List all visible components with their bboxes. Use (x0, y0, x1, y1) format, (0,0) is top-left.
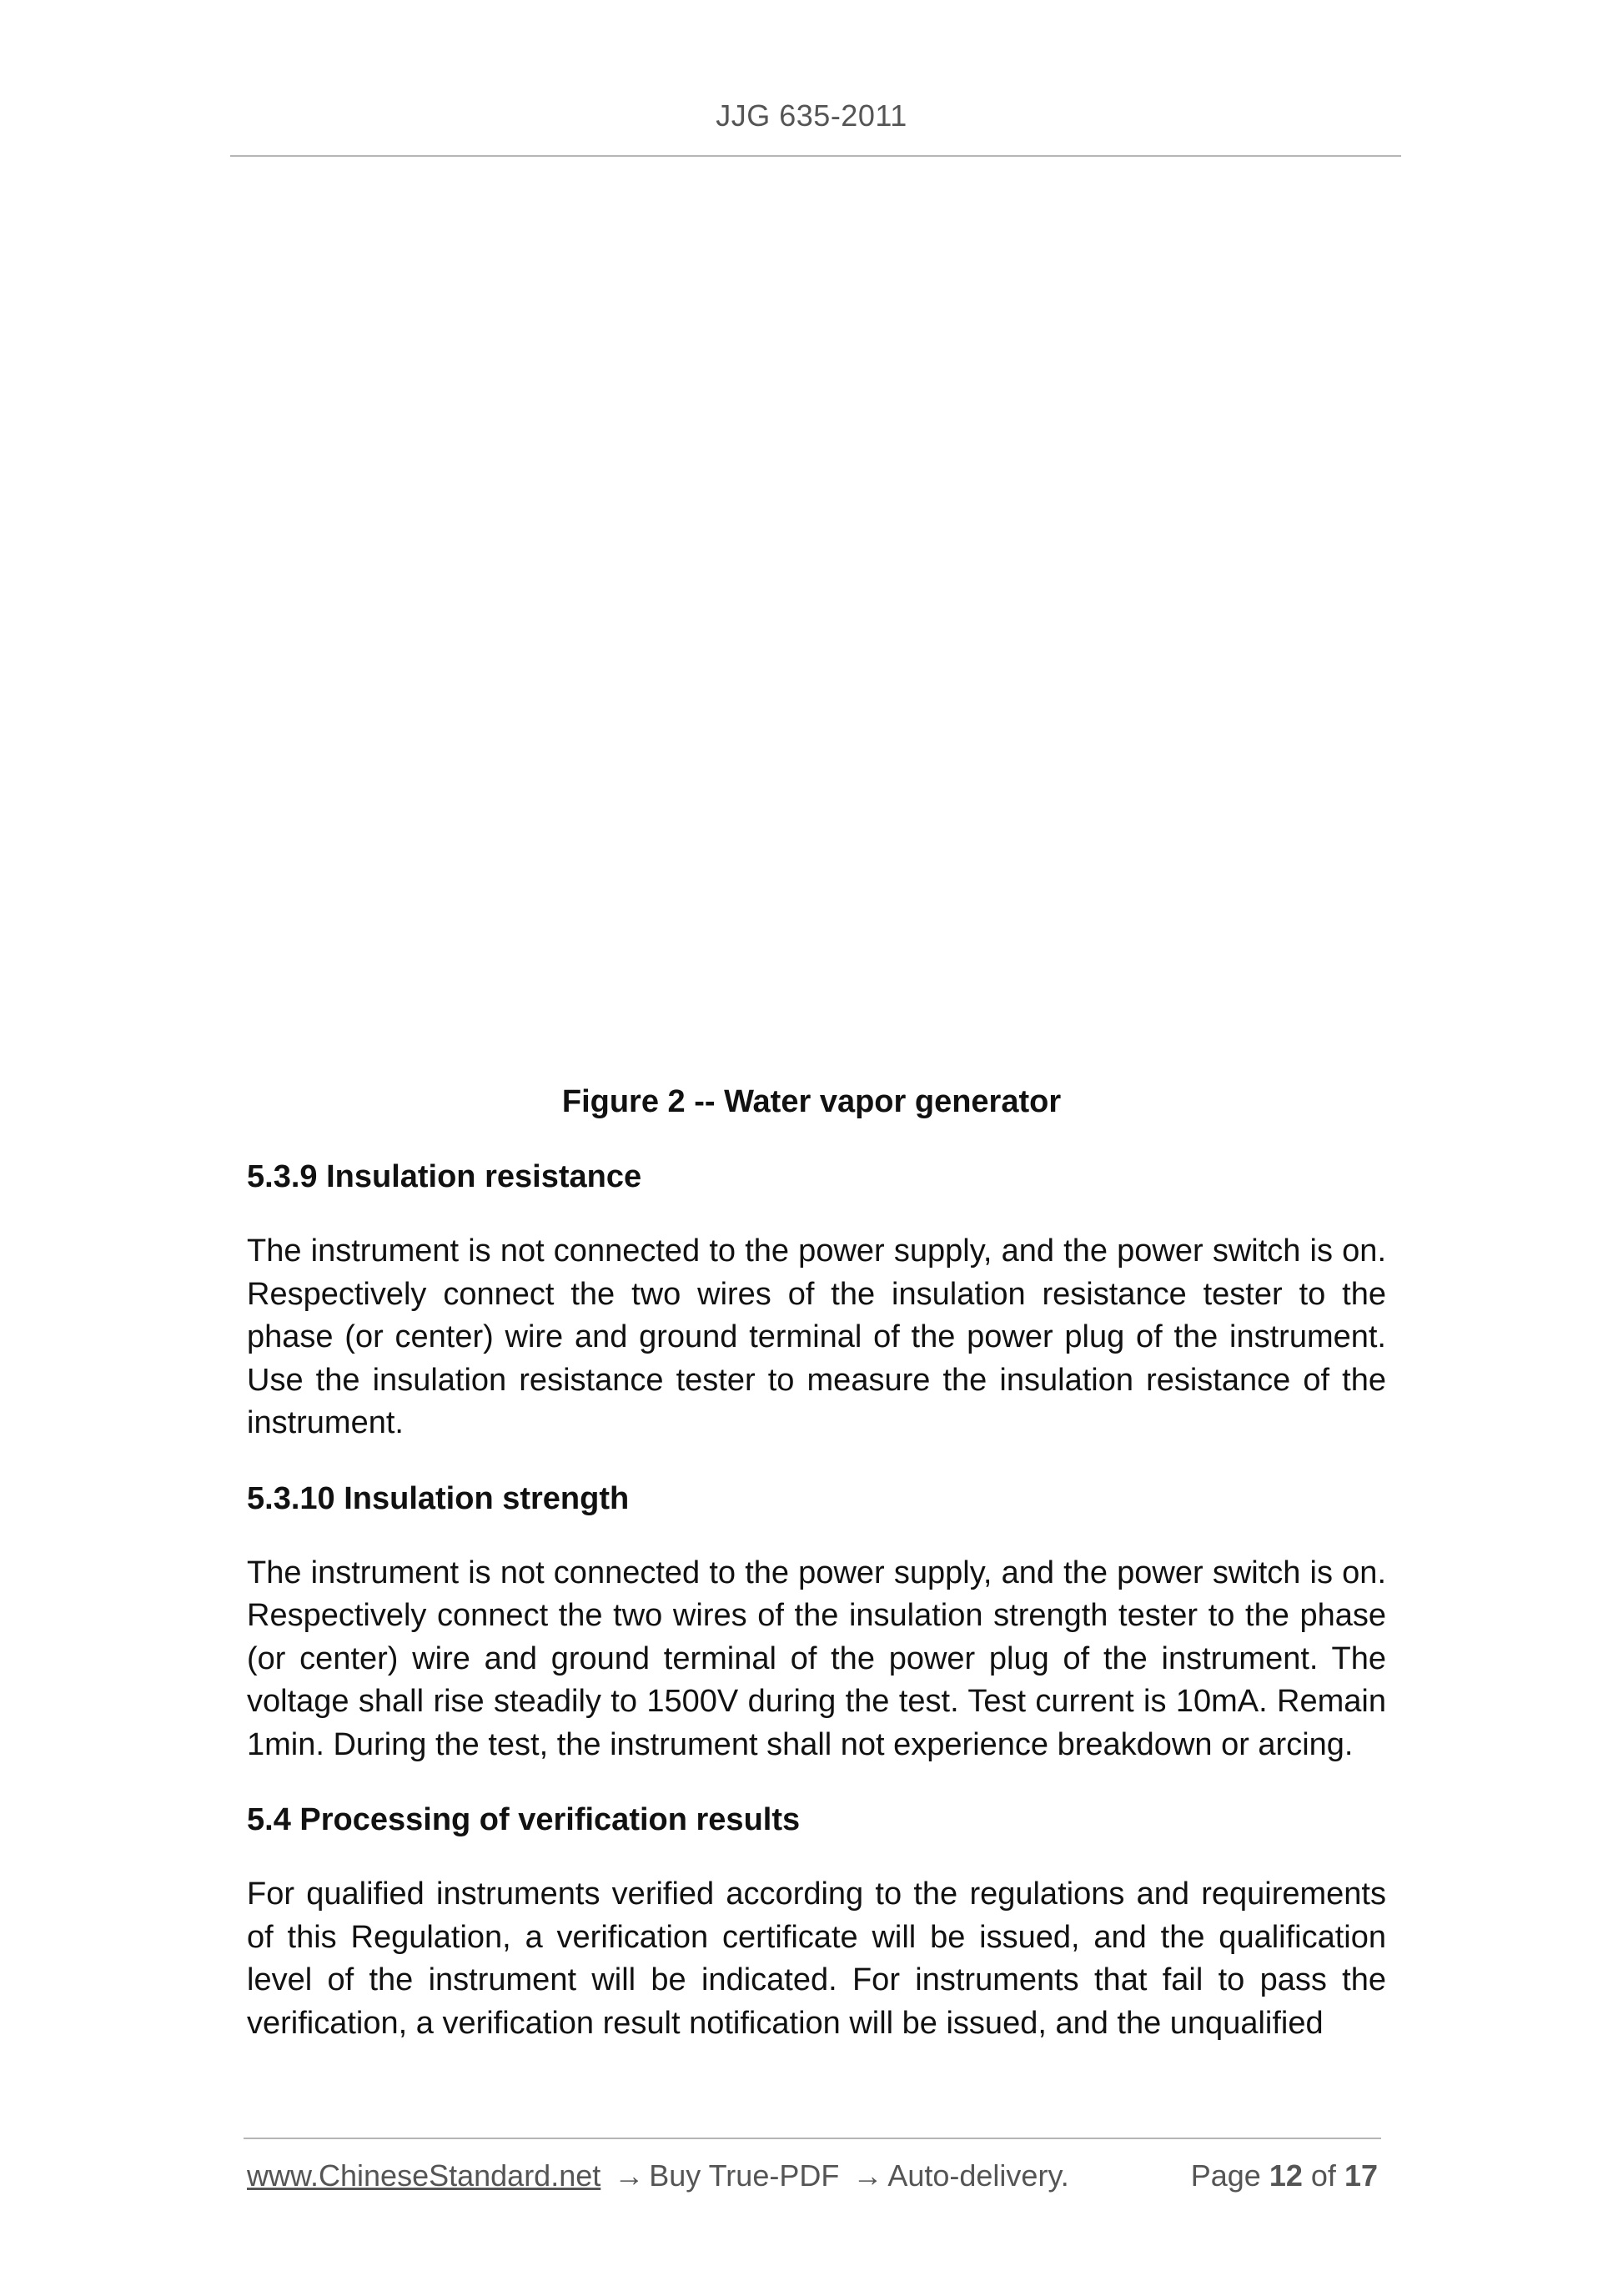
auto-delivery-text: Auto-delivery. (887, 2158, 1069, 2193)
arrow-right-icon: → (852, 2158, 883, 2193)
section-heading-verification-results: 5.4 Processing of verification results (247, 1802, 801, 1837)
current-page-number: 12 (1269, 2158, 1303, 2193)
section-heading-insulation-strength: 5.3.10 Insulation strength (247, 1480, 630, 1516)
of-label: of (1310, 2158, 1336, 2193)
total-page-count: 17 (1344, 2158, 1378, 2193)
buy-true-pdf-text: Buy True-PDF (649, 2158, 840, 2193)
arrow-right-icon: → (614, 2158, 645, 2193)
website-link[interactable]: www.ChineseStandard.net (247, 2158, 601, 2193)
figure-image-area (247, 175, 1386, 1068)
section-heading-insulation-resistance: 5.3.9 Insulation resistance (247, 1159, 642, 1194)
paragraph-verification-results: For qualified instruments verified according to the regulations and requirements of this Regulation, a verification certificate will be issued, and the qualification level of the instrument will be indicated. For instruments that fail to pass the verification, a verification result notification will be issued, and the unqualified (247, 1876, 1386, 2041)
page-footer (247, 2158, 1378, 2198)
figure-caption: Figure 2 -- Water vapor generator (561, 1084, 1062, 1119)
footer-divider (244, 2138, 1381, 2139)
footer-promo (247, 2158, 1069, 2193)
document-body (247, 1155, 1386, 2077)
running-header-doc-id: JJG 635-2011 (716, 98, 907, 133)
header-divider (230, 155, 1401, 157)
page-label: Page (1190, 2158, 1261, 2193)
page-number-indicator (1191, 2158, 1378, 2193)
paragraph-insulation-strength: The instrument is not connected to the power supply, and the power switch is on. Respectively connect the two wires of the insulation strength tester to the phase (or center) wire and ground terminal of the power plug of the instrument. The voltage shall rise steadily to 1500V during the test. Test current is 10mA. Remain 1min. During the test, the instrument shall not experience breakdown or arcing. (247, 1555, 1386, 1762)
paragraph-insulation-resistance: The instrument is not connected to the power supply, and the power switch is on. Respectively connect the two wires of the insulation resistance tester to the phase (or center) wire and ground terminal of the power plug of the instrument. Use the insulation resistance tester to measure the insulation resistance of the instrument. (247, 1233, 1386, 1440)
